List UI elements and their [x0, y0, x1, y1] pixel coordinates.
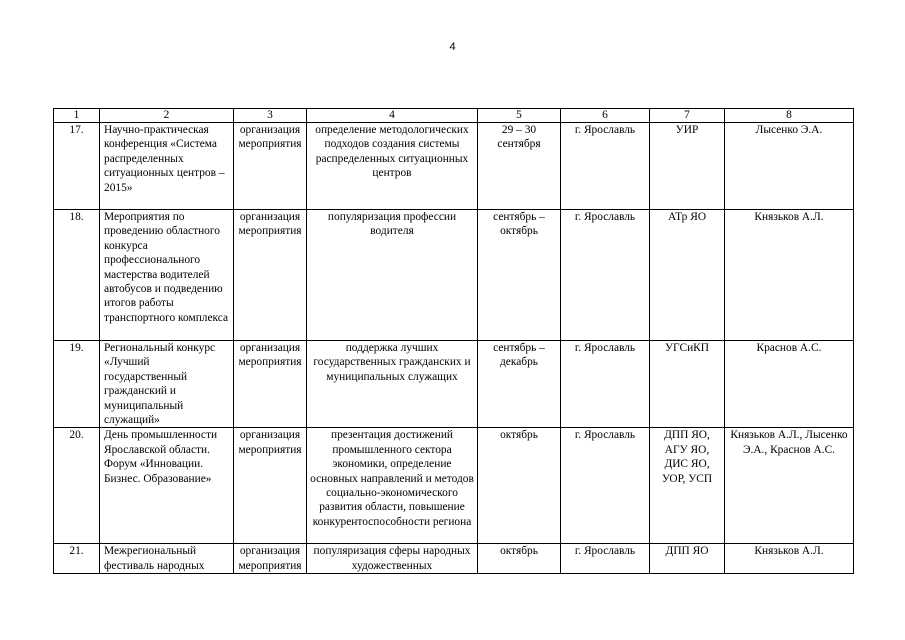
col-header-3: 3	[234, 109, 307, 123]
table-row	[54, 544, 854, 574]
event-goal: определение методологических подходов создания системы распределенных ситуационных центров	[307, 123, 478, 210]
col-header-6: 6	[561, 109, 650, 123]
col-header-1: 1	[54, 109, 100, 123]
event-date: сентябрь – октябрь	[478, 210, 561, 341]
col-header-5: 5	[478, 109, 561, 123]
row-number: 20.	[54, 428, 100, 544]
event-organizer: ДПП ЯО, АГУ ЯО, ДИС ЯО, УОР, УСП	[650, 428, 725, 544]
event-form: организация мероприятия	[234, 428, 307, 544]
col-header-2: 2	[100, 109, 234, 123]
event-name: Мероприятия по проведению областного конкурса профессионального мастерства водителей автобусов и подведению итогов работы транспортного комплекса	[100, 210, 234, 341]
row-number: 18.	[54, 210, 100, 341]
event-organizer: УГСиКП	[650, 341, 725, 428]
event-goal: презентация достижений промышленного сектора экономики, определение основных направлений и методов социально-экономического развития области, повышение конкурентоспособности региона	[307, 428, 478, 544]
event-organizer: ДПП ЯО	[650, 544, 725, 574]
event-goal-cell	[307, 544, 478, 574]
event-responsible: Князьков А.Л., Лысенко Э.А., Краснов А.С.	[725, 428, 854, 544]
event-date: сентябрь – декабрь	[478, 341, 561, 428]
event-form-cell	[234, 544, 307, 574]
event-name: Межрегиональный фестиваль народных	[104, 545, 205, 572]
event-organizer: АТр ЯО	[650, 210, 725, 341]
event-place: г. Ярославль	[561, 341, 650, 428]
event-form: организация мероприятия	[234, 123, 307, 210]
events-table	[53, 108, 854, 574]
event-place: г. Ярославль	[561, 123, 650, 210]
table-row	[54, 341, 854, 428]
event-goal: поддержка лучших государственных гражданских и муниципальных служащих	[307, 341, 478, 428]
row-number: 19.	[54, 341, 100, 428]
table-row	[54, 428, 854, 544]
event-date: 29 – 30 сентября	[478, 123, 561, 210]
event-goal: популяризация профессии водителя	[307, 210, 478, 341]
event-organizer: УИР	[650, 123, 725, 210]
event-form: организация мероприятия	[238, 545, 302, 572]
col-header-8: 8	[725, 109, 854, 123]
event-responsible: Князьков А.Л.	[725, 544, 854, 574]
event-date: октябрь	[478, 544, 561, 574]
page-number: 4	[449, 41, 456, 53]
event-form: организация мероприятия	[234, 341, 307, 428]
header-row	[54, 109, 854, 123]
event-responsible: Князьков А.Л.	[725, 210, 854, 341]
event-place: г. Ярославль	[561, 428, 650, 544]
event-name-cell	[100, 544, 234, 574]
table-row	[54, 210, 854, 341]
col-header-4: 4	[307, 109, 478, 123]
row-number: 21.	[54, 544, 100, 574]
event-name: Региональный конкурс «Лучший государственный гражданский и муниципальный служащий»	[100, 341, 234, 428]
event-place: г. Ярославль	[561, 544, 650, 574]
event-responsible: Лысенко Э.А.	[725, 123, 854, 210]
col-header-7: 7	[650, 109, 725, 123]
event-responsible: Краснов А.С.	[725, 341, 854, 428]
event-goal: популяризация сферы народных художественных	[313, 545, 471, 572]
event-date: октябрь	[478, 428, 561, 544]
event-name: День промышленности Ярославской области. Форум «Инновации. Бизнес. Образование»	[100, 428, 234, 544]
event-form: организация мероприятия	[234, 210, 307, 341]
table-row	[54, 123, 854, 210]
event-name: Научно-практическая конференция «Система распределенных ситуационных центров – 2015»	[100, 123, 234, 210]
row-number: 17.	[54, 123, 100, 210]
event-place: г. Ярославль	[561, 210, 650, 341]
